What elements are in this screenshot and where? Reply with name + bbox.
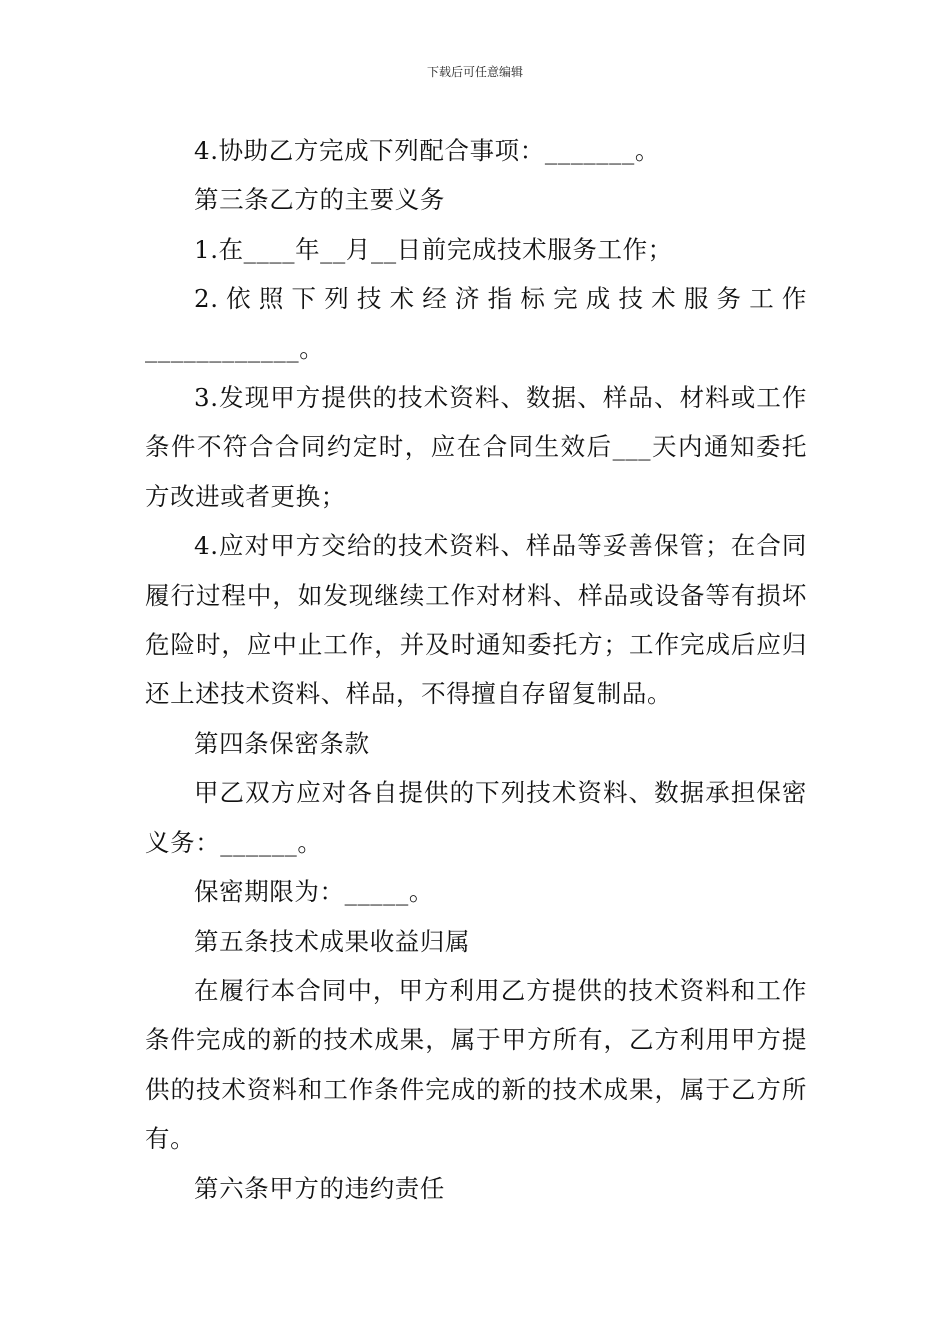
- article-6-heading: 第六条甲方的违约责任: [194, 1173, 445, 1203]
- confidentiality-clause: 甲乙双方应对各自提供的下列技术资料、数据承担保密义务：______。: [145, 778, 807, 857]
- confidentiality-period: 保密期限为：_____。: [194, 877, 434, 907]
- clause-notify-nonconformity: 3.发现甲方提供的技术资料、数据、样品、材料或工作条件不符合合同约定时，应在合同生效后___天内通知委托方改进或者更换；: [145, 383, 807, 511]
- document-body: [145, 126, 807, 1213]
- page-header-note: 下载后可任意编辑: [426, 65, 523, 79]
- results-ownership-clause: 在履行本合同中，甲方利用乙方提供的技术资料和工作条件完成的新的技术成果，属于甲方所有，乙方利用甲方提供的技术资料和工作条件完成的新的技术成果，属于乙方所有。: [145, 975, 807, 1154]
- clause-assist-items: 4.协助乙方完成下列配合事项：_______。: [194, 136, 660, 165]
- article-3-heading: 第三条乙方的主要义务: [194, 185, 445, 215]
- article-5-heading: 第五条技术成果收益归属: [194, 926, 471, 956]
- clause-technical-indicators: 2.依照下列技术经济指标完成技术服务工作____________。: [145, 284, 807, 363]
- clause-deadline: 1.在____年__月__日前完成技术服务工作；: [194, 234, 673, 264]
- clause-safekeeping: 4.应对甲方交给的技术资料、样品等妥善保管；在合同履行过程中，如发现继续工作对材料、样品或设备等有损坏危险时，应中止工作，并及时通知委托方；工作完成后应归还上述技术资料、样品，不得擅自存留复制品。: [145, 531, 807, 709]
- article-4-heading: 第四条保密条款: [194, 728, 370, 758]
